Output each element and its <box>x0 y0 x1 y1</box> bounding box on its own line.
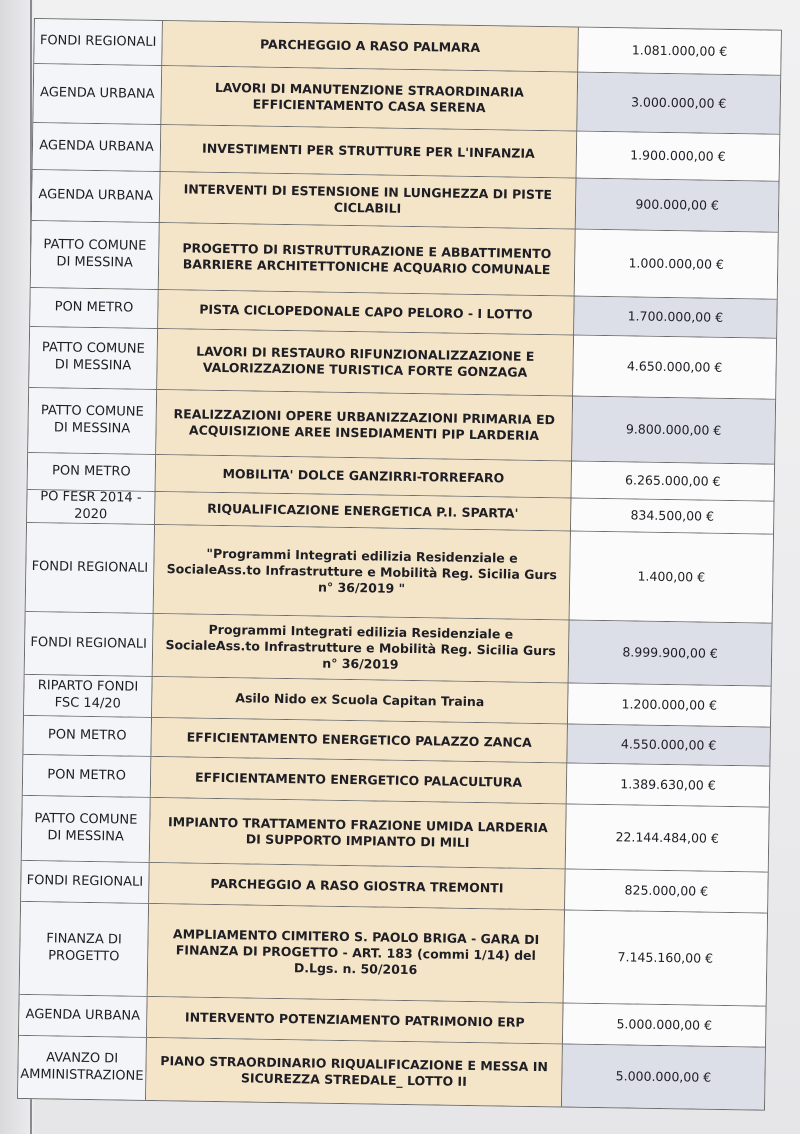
description-cell: IMPIANTO TRATTAMENTO FRAZIONE UMIDA LARDERIA DI SUPPORTO IMPIANTO DI MILI <box>150 798 567 869</box>
source-cell: PON METRO <box>23 716 152 756</box>
description-cell: MOBILITA' DOLCE GANZIRRI-TORREFARO <box>156 455 573 498</box>
source-cell: AGENDA URBANA <box>32 170 161 222</box>
description-cell: Asilo Nido ex Scuola Capitan Traina <box>152 677 569 724</box>
description-cell: Programmi Integrati edilizia Residenziale e SocialeAss.to Infrastrutture e Mobilità Reg. Sicilia Gurs n° 36/2019 <box>153 614 570 683</box>
amount-cell: 1.400,00 € <box>570 531 773 622</box>
source-cell: AVANZO DI AMMINISTRAZIONE <box>18 1036 147 1100</box>
description-cell: "Programmi Integrati edilizia Residenziale e SocialeAss.to Infrastrutture e Mobilità Reg. Sicilia Gurs n° 36/2019 " <box>154 525 571 620</box>
description-cell: EFFICIENTAMENTO ENERGETICO PALAZZO ZANCA <box>151 718 568 763</box>
amount-cell: 900.000,00 € <box>576 179 779 232</box>
description-cell: REALIZZAZIONI OPERE URBANIZZAZIONI PRIMARIA ED ACQUISIZIONE AREE INSEDIAMENTI PIP LARDERIA <box>156 390 573 461</box>
amount-cell: 1.900.000,00 € <box>577 132 780 181</box>
source-cell: PON METRO <box>28 453 157 491</box>
description-cell: PIANO STRAORDINARIO RIQUALIFICAZIONE E MESSA IN SICUREZZA STREDALE_ LOTTO II <box>146 1038 563 1107</box>
description-cell: LAVORI DI RESTAURO RIFUNZIONALIZZAZIONE E VALORIZZAZIONE TURISTICA FORTE GONZAGA <box>157 329 574 396</box>
amount-cell: 5.000.000,00 € <box>562 1044 765 1109</box>
description-cell: INVESTIMENTI PER STRUTTURE PER L'INFANZIA <box>161 125 578 178</box>
amount-cell: 1.200.000,00 € <box>568 683 771 726</box>
description-cell: PISTA CICLOPEDONALE CAPO PELORO - I LOTTO <box>158 290 575 335</box>
amount-cell: 1.389.630,00 € <box>567 763 770 806</box>
source-cell: AGENDA URBANA <box>33 64 162 124</box>
table-row <box>18 1036 765 1110</box>
source-cell: PATTO COMUNE DI MESSINA <box>22 796 151 862</box>
table-row <box>31 221 778 300</box>
table-row <box>22 796 769 873</box>
table-row <box>25 612 772 687</box>
description-cell: RIQUALIFICAZIONE ENERGETICA P.I. SPARTA' <box>155 492 571 531</box>
source-cell: FONDI REGIONALI <box>21 861 150 903</box>
amount-cell: 4.550.000,00 € <box>567 724 770 765</box>
table-row <box>20 902 767 1007</box>
description-cell: LAVORI DI MANUTENZIONE STRAORDINARIA EFFICIENTAMENTO CASA SERENA <box>161 66 578 131</box>
amount-cell: 825.000,00 € <box>565 869 768 912</box>
amount-cell: 1.081.000,00 € <box>578 28 781 75</box>
source-cell: AGENDA URBANA <box>19 995 148 1037</box>
source-cell: PON METRO <box>30 288 159 328</box>
funding-table <box>17 18 782 1111</box>
amount-cell: 834.500,00 € <box>571 499 773 534</box>
description-cell: PROGETTO DI RISTRUTTURAZIONE E ABBATTIMENTO BARRIERE ARCHITETTONICHE ACQUARIO COMUNALE <box>159 223 576 296</box>
source-cell: PATTO COMUNE DI MESSINA <box>29 327 158 389</box>
source-cell: PON METRO <box>23 755 152 797</box>
source-cell: AGENDA URBANA <box>33 123 162 171</box>
amount-cell: 1.000.000,00 € <box>575 230 778 299</box>
amount-cell: 9.800.000,00 € <box>572 397 775 464</box>
table-row <box>26 523 773 624</box>
source-cell: PATTO COMUNE DI MESSINA <box>28 388 157 454</box>
description-cell: INTERVENTI DI ESTENSIONE IN LUNGHEZZA DI PISTE CICLABILI <box>160 172 577 229</box>
description-cell: INTERVENTO POTENZIAMENTO PATRIMONIO ERP <box>147 997 564 1044</box>
amount-cell: 6.265.000,00 € <box>572 462 775 501</box>
source-cell: FONDI REGIONALI <box>34 19 163 65</box>
description-cell: PARCHEGGIO A RASO GIOSTRA TREMONTI <box>149 863 566 910</box>
source-cell: FONDI REGIONALI <box>25 612 154 676</box>
amount-cell: 8.999.900,00 € <box>569 620 772 685</box>
description-cell: EFFICIENTAMENTO ENERGETICO PALACULTURA <box>151 757 568 804</box>
amount-cell: 5.000.000,00 € <box>563 1003 766 1046</box>
description-cell: AMPLIAMENTO CIMITERO S. PAOLO BRIGA - GARA DI FINANZA DI PROGETTO - ART. 183 (commi 1/14) del D.Lgs. n. 50/2016 <box>148 904 565 1003</box>
amount-cell: 3.000.000,00 € <box>577 73 780 134</box>
amount-cell: 22.144.484,00 € <box>566 804 769 871</box>
amount-cell: 1.700.000,00 € <box>574 297 777 338</box>
source-cell: PATTO COMUNE DI MESSINA <box>31 221 160 289</box>
description-cell: PARCHEGGIO A RASO PALMARA <box>162 21 579 72</box>
source-cell: FINANZA DI PROGETTO <box>20 902 149 996</box>
table-row <box>28 388 775 465</box>
source-cell: RIPARTO FONDI FSC 14/20 <box>24 675 153 717</box>
amount-cell: 4.650.000,00 € <box>573 336 776 399</box>
source-cell: FONDI REGIONALI <box>26 523 155 613</box>
source-cell: PO FESR 2014 - 2020 <box>27 490 155 524</box>
amount-cell: 7.145.160,00 € <box>564 910 767 1005</box>
